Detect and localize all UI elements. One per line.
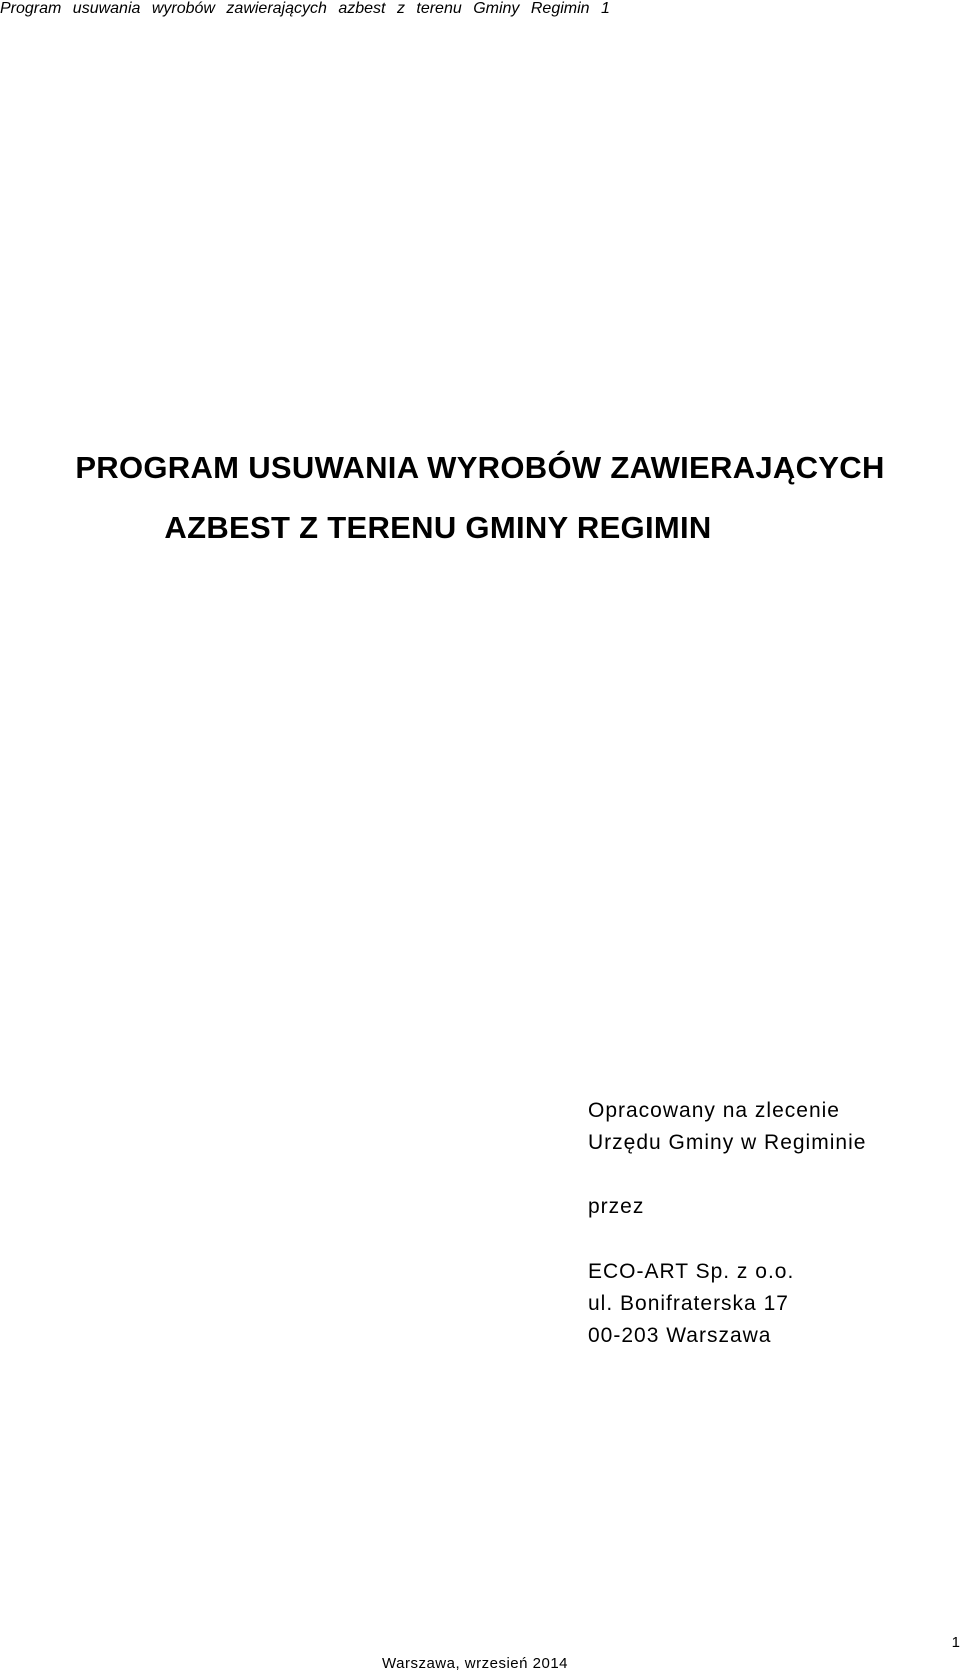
prepared-by-label: przez — [588, 1195, 645, 1218]
running-header: Program usuwania wyrobów zawierających azbest z terenu Gminy Regimin 1 — [0, 0, 610, 17]
company-city: 00-203 Warszawa — [588, 1324, 772, 1347]
company-street: ul. Bonifraterska 17 — [588, 1292, 789, 1315]
company-name: ECO-ART Sp. z o.o. — [588, 1260, 795, 1283]
footer-place-date: Warszawa, wrzesień 2014 — [382, 1655, 569, 1672]
document-title-line-2: AZBEST Z TERENU GMINY REGIMIN — [164, 510, 712, 545]
page-number: 1 — [951, 1634, 960, 1651]
document-title-line-1: PROGRAM USUWANIA WYROBÓW ZAWIERAJĄCYCH — [75, 450, 885, 485]
prepared-for-line-1: Opracowany na zlecenie — [588, 1099, 840, 1122]
prepared-for-line-2: Urzędu Gminy w Regiminie — [588, 1131, 867, 1154]
